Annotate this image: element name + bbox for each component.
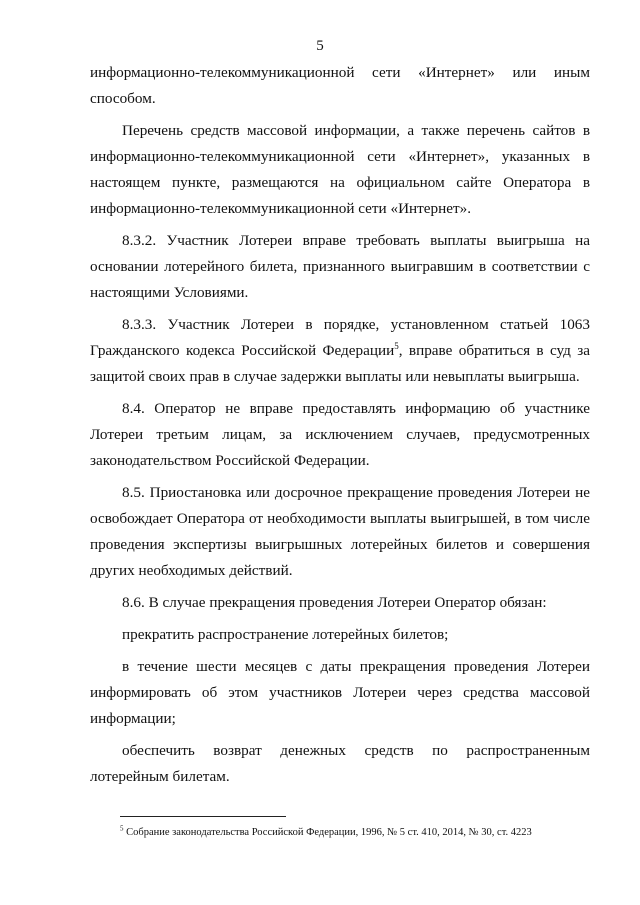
paragraph-8-3-3-text-before: 8.3.3. Участник Лотереи в порядке, установленном статьей 1063 Гражданского кодекса Российской Федерации xyxy=(90,316,590,359)
document-body xyxy=(90,60,590,796)
paragraph-media-list: Перечень средств массовой информации, а также перечень сайтов в информационно-телекоммуникационной сети «Интернет», указанных в настоящем пункте, размещаются на официальном сайте Оператора в информационно-телекоммуникационной сети «Интернет». xyxy=(90,122,590,217)
paragraph-8-5: 8.5. Приостановка или досрочное прекращение проведения Лотереи не освобождает Оператора от необходимости выплаты выигрышей, в том числе проведения экспертизы выигрышных лотерейных билетов и совершения других необходимых действий. xyxy=(90,484,590,579)
footnote xyxy=(120,826,600,839)
paragraph-8-4: 8.4. Оператор не вправе предоставлять информацию об участнике Лотереи третьим лицам, за исключением случаев, предусмотренных законодательством Российской Федерации. xyxy=(90,400,590,469)
paragraph-continuation: информационно-телекоммуникационной сети «Интернет» или иным способом. xyxy=(90,64,590,107)
footnote-text: Собрание законодательства Российской Федерации, 1996, № 5 ст. 410, 2014, № 30, ст. 4223 xyxy=(126,827,532,838)
paragraph-8-6: 8.6. В случае прекращения проведения Лотереи Оператор обязан: xyxy=(122,594,547,611)
paragraph-8-6-item-3: обеспечить возврат денежных средств по распространенным лотерейным билетам. xyxy=(90,742,590,785)
page-number: 5 xyxy=(316,38,324,54)
paragraph-8-3-2: 8.3.2. Участник Лотереи вправе требовать выплаты выигрыша на основании лотерейного билета, признанного выигравшим в соответствии с настоящими Условиями. xyxy=(90,232,590,301)
footnote-marker: 5 xyxy=(120,824,124,833)
paragraph-8-6-item-2: в течение шести месяцев с даты прекращения проведения Лотереи информировать об этом участников Лотереи через средства массовой информации; xyxy=(90,658,590,727)
paragraph-8-3-3-text-after: , вправе обратиться в суд за защитой своих прав в случае задержки выплаты или невыплаты выигрыша. xyxy=(90,342,590,385)
footnote-divider xyxy=(120,816,286,817)
paragraph-8-6-item-1: прекратить распространение лотерейных билетов; xyxy=(122,626,449,643)
paragraph-8-3-3 xyxy=(90,312,590,390)
footnote-reference: 5 xyxy=(394,340,399,351)
